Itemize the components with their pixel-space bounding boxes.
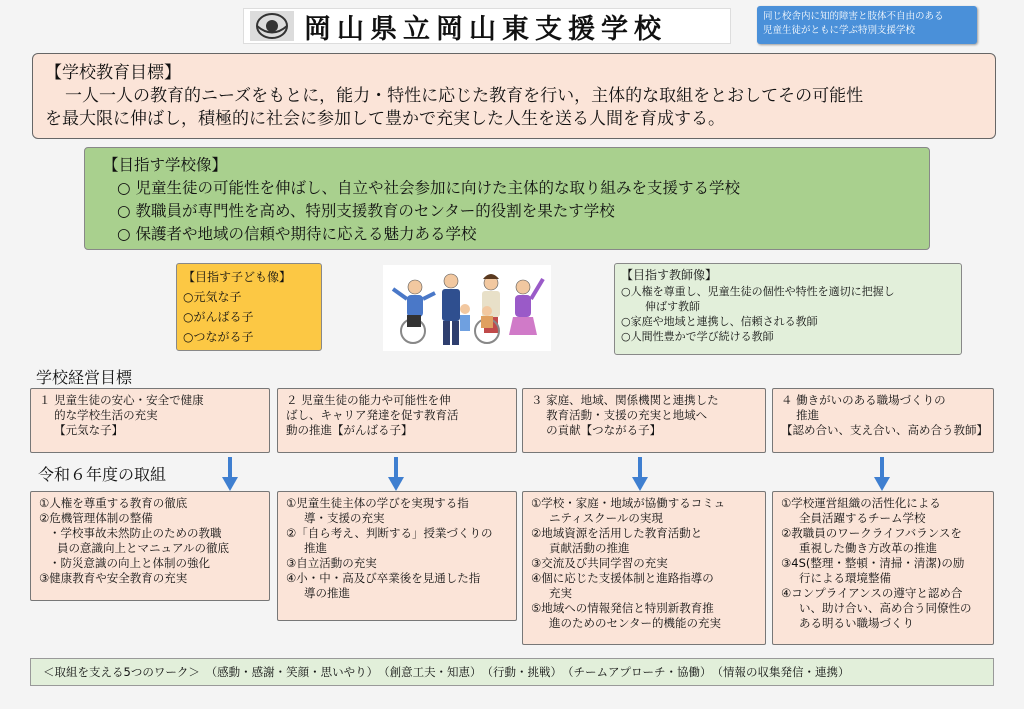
effort-line: 全員活躍するチーム学校 [799,511,926,525]
management-target-line: 教育活動・支援の充実と地域へ [531,408,708,422]
down-arrow-icon [632,457,648,491]
effort-box-2 [277,491,517,621]
school-vision-box [84,147,930,250]
header-note [757,6,977,44]
child-image-item: ○がんばる子 [183,310,254,324]
management-target-line: 【認め合い、支え合い、高め合う教師】 [781,423,988,437]
effort-box-3 [522,491,766,645]
teacher-image-line: 伸ばす教師 [645,300,700,313]
effort-line: ①学校運営組織の活性化による [781,496,941,510]
header-note-line: 児童生徒がともに学ぶ特別支援学校 [763,25,916,36]
effort-line: ニティスクールの実現 [549,511,663,525]
teacher-image-title: 【目指す教師像】 [621,268,718,282]
down-arrow-icon [222,457,238,491]
effort-line: ③4S(整理・整頓・清掃・清潔)の励 [781,556,965,570]
effort-line: ④コンプライアンスの遵守と認め合 [781,586,963,600]
page-header [243,8,731,44]
effort-line: 進のためのセンター的機能の充実 [549,616,722,630]
effort-line: ②「自ら考え、判断する」授業づくりの [286,526,493,540]
management-target-line: ばし、キャリア発達を促す教育活 [286,408,459,422]
effort-box-1 [30,491,270,601]
effort-line: ②教職員のワークライフバランスを [781,526,962,540]
management-target-line: の貢献【つながる子】 [531,423,662,437]
management-target-line: 動の推進【がんばる子】 [286,423,413,437]
school-vision-item: ○ 教職員が専門性を高め、特別支援教育のセンター的役割を果たす学校 [117,202,615,220]
child-image-item: ○元気な子 [183,290,242,304]
school-vision-item: ○ 児童生徒の可能性を伸ばし、自立や社会参加に向けた主体的な取り組みを支援する学校 [117,179,740,197]
effort-line: 導・支援の充実 [304,511,385,525]
management-target-3 [522,388,766,453]
effort-line: ③健康教育や安全教育の充実 [39,571,188,585]
down-arrow-icon [874,457,890,491]
school-name: 岡山県立岡山東支援学校 [304,13,667,45]
teacher-image-box [614,263,962,355]
effort-box-4 [772,491,994,645]
effort-line: 員の意識向上とマニュアルの徹底 [57,541,230,555]
header-note-line: 同じ校舎内に知的障害と肢体不自由のある [763,11,944,22]
education-goal-title: 【学校教育目標】 [45,63,181,83]
teacher-image-line: ○家庭や地域と連携し、信頼される教師 [621,315,818,328]
child-image-box [176,263,322,351]
teacher-image-line: ○人間性豊かで学び続ける教師 [621,330,774,343]
effort-line: ②地域資源を活用した教育活動と [531,526,703,540]
effort-line: ④小・中・高及び卒業後を見通した指 [286,571,481,585]
management-targets-label: 学校経営目標 [36,368,133,387]
effort-line: い、助け合い、高め合う同僚性の [799,601,972,615]
school-emblem-icon [250,11,294,41]
effort-line: ③交流及び共同学習の充実 [531,556,668,570]
effort-line: 推進 [304,541,327,555]
effort-line: ある明るい職場づくり [799,616,914,630]
child-image-item: ○つながる子 [183,330,254,344]
management-target-line: １ 児童生徒の安心・安全で健康 [39,393,204,407]
effort-line: ⑤地域への情報発信と特別新教育推 [531,601,714,615]
effort-line: ②危機管理体制の整備 [39,511,153,525]
effort-line: 導の推進 [304,586,350,600]
effort-line: ・学校事故未然防止のための教職 [49,526,222,540]
management-target-line: 推進 [781,408,820,422]
effort-line: ①人権を尊重する教育の徹底 [39,496,188,510]
management-target-4 [772,388,994,453]
management-target-line: 【元気な子】 [39,423,124,437]
education-goal-box [32,53,996,139]
management-target-2 [277,388,517,453]
management-target-1 [30,388,270,453]
down-arrow-icon [388,457,404,491]
education-goal-line: 一人一人の教育的ニーズをもとに，能力・特性に応じた教育を行い，主体的な取組をとおしてその可能性 [65,86,864,106]
effort-line: 重視した働き方改革の推進 [799,541,937,555]
effort-line: 貢献活動の推進 [549,541,630,555]
effort-line: ③自立活動の充実 [286,556,377,570]
education-goal-line: を最大限に伸ばし，積極的に社会に参加して豊かで充実した人生を送る人間を育成する。 [45,109,725,129]
management-target-line: ４ 働きがいのある職場づくりの [781,393,946,407]
effort-line: ・防災意識の向上と体制の強化 [49,556,210,570]
five-works-footer: ＜取組を支える5つのワーク＞ （感動・感謝・笑顔・思いやり） （創意工夫・知恵） （行動・挑戦） （チームアプローチ・協働） （情報の収集発信・連携） [30,658,994,686]
school-vision-title: 【目指す学校像】 [103,156,228,174]
effort-line: ④個に応じた支援体制と進路指導の [531,571,714,585]
effort-line: 行による環境整備 [799,571,891,585]
effort-line: 充実 [549,586,572,600]
year-efforts-label: 令和６年度の取組 [38,465,167,484]
management-target-line: ３ 家庭、地域、関係機関と連携した [531,393,719,407]
students-teachers-illustration [383,265,551,351]
school-vision-item: ○ 保護者や地域の信頼や期待に応える魅力ある学校 [117,225,477,243]
effort-line: ①学校・家庭・地域が協働するコミュ [531,496,726,510]
management-target-line: ２ 児童生徒の能力や可能性を伸 [286,393,451,407]
effort-line: ①児童生徒主体の学びを実現する指 [286,496,469,510]
child-image-title: 【目指す子ども像】 [183,270,292,284]
teacher-image-line: ○人権を尊重し、児童生徒の個性や特性を適切に把握し [621,285,895,298]
management-target-line: 的な学校生活の充実 [39,408,158,422]
